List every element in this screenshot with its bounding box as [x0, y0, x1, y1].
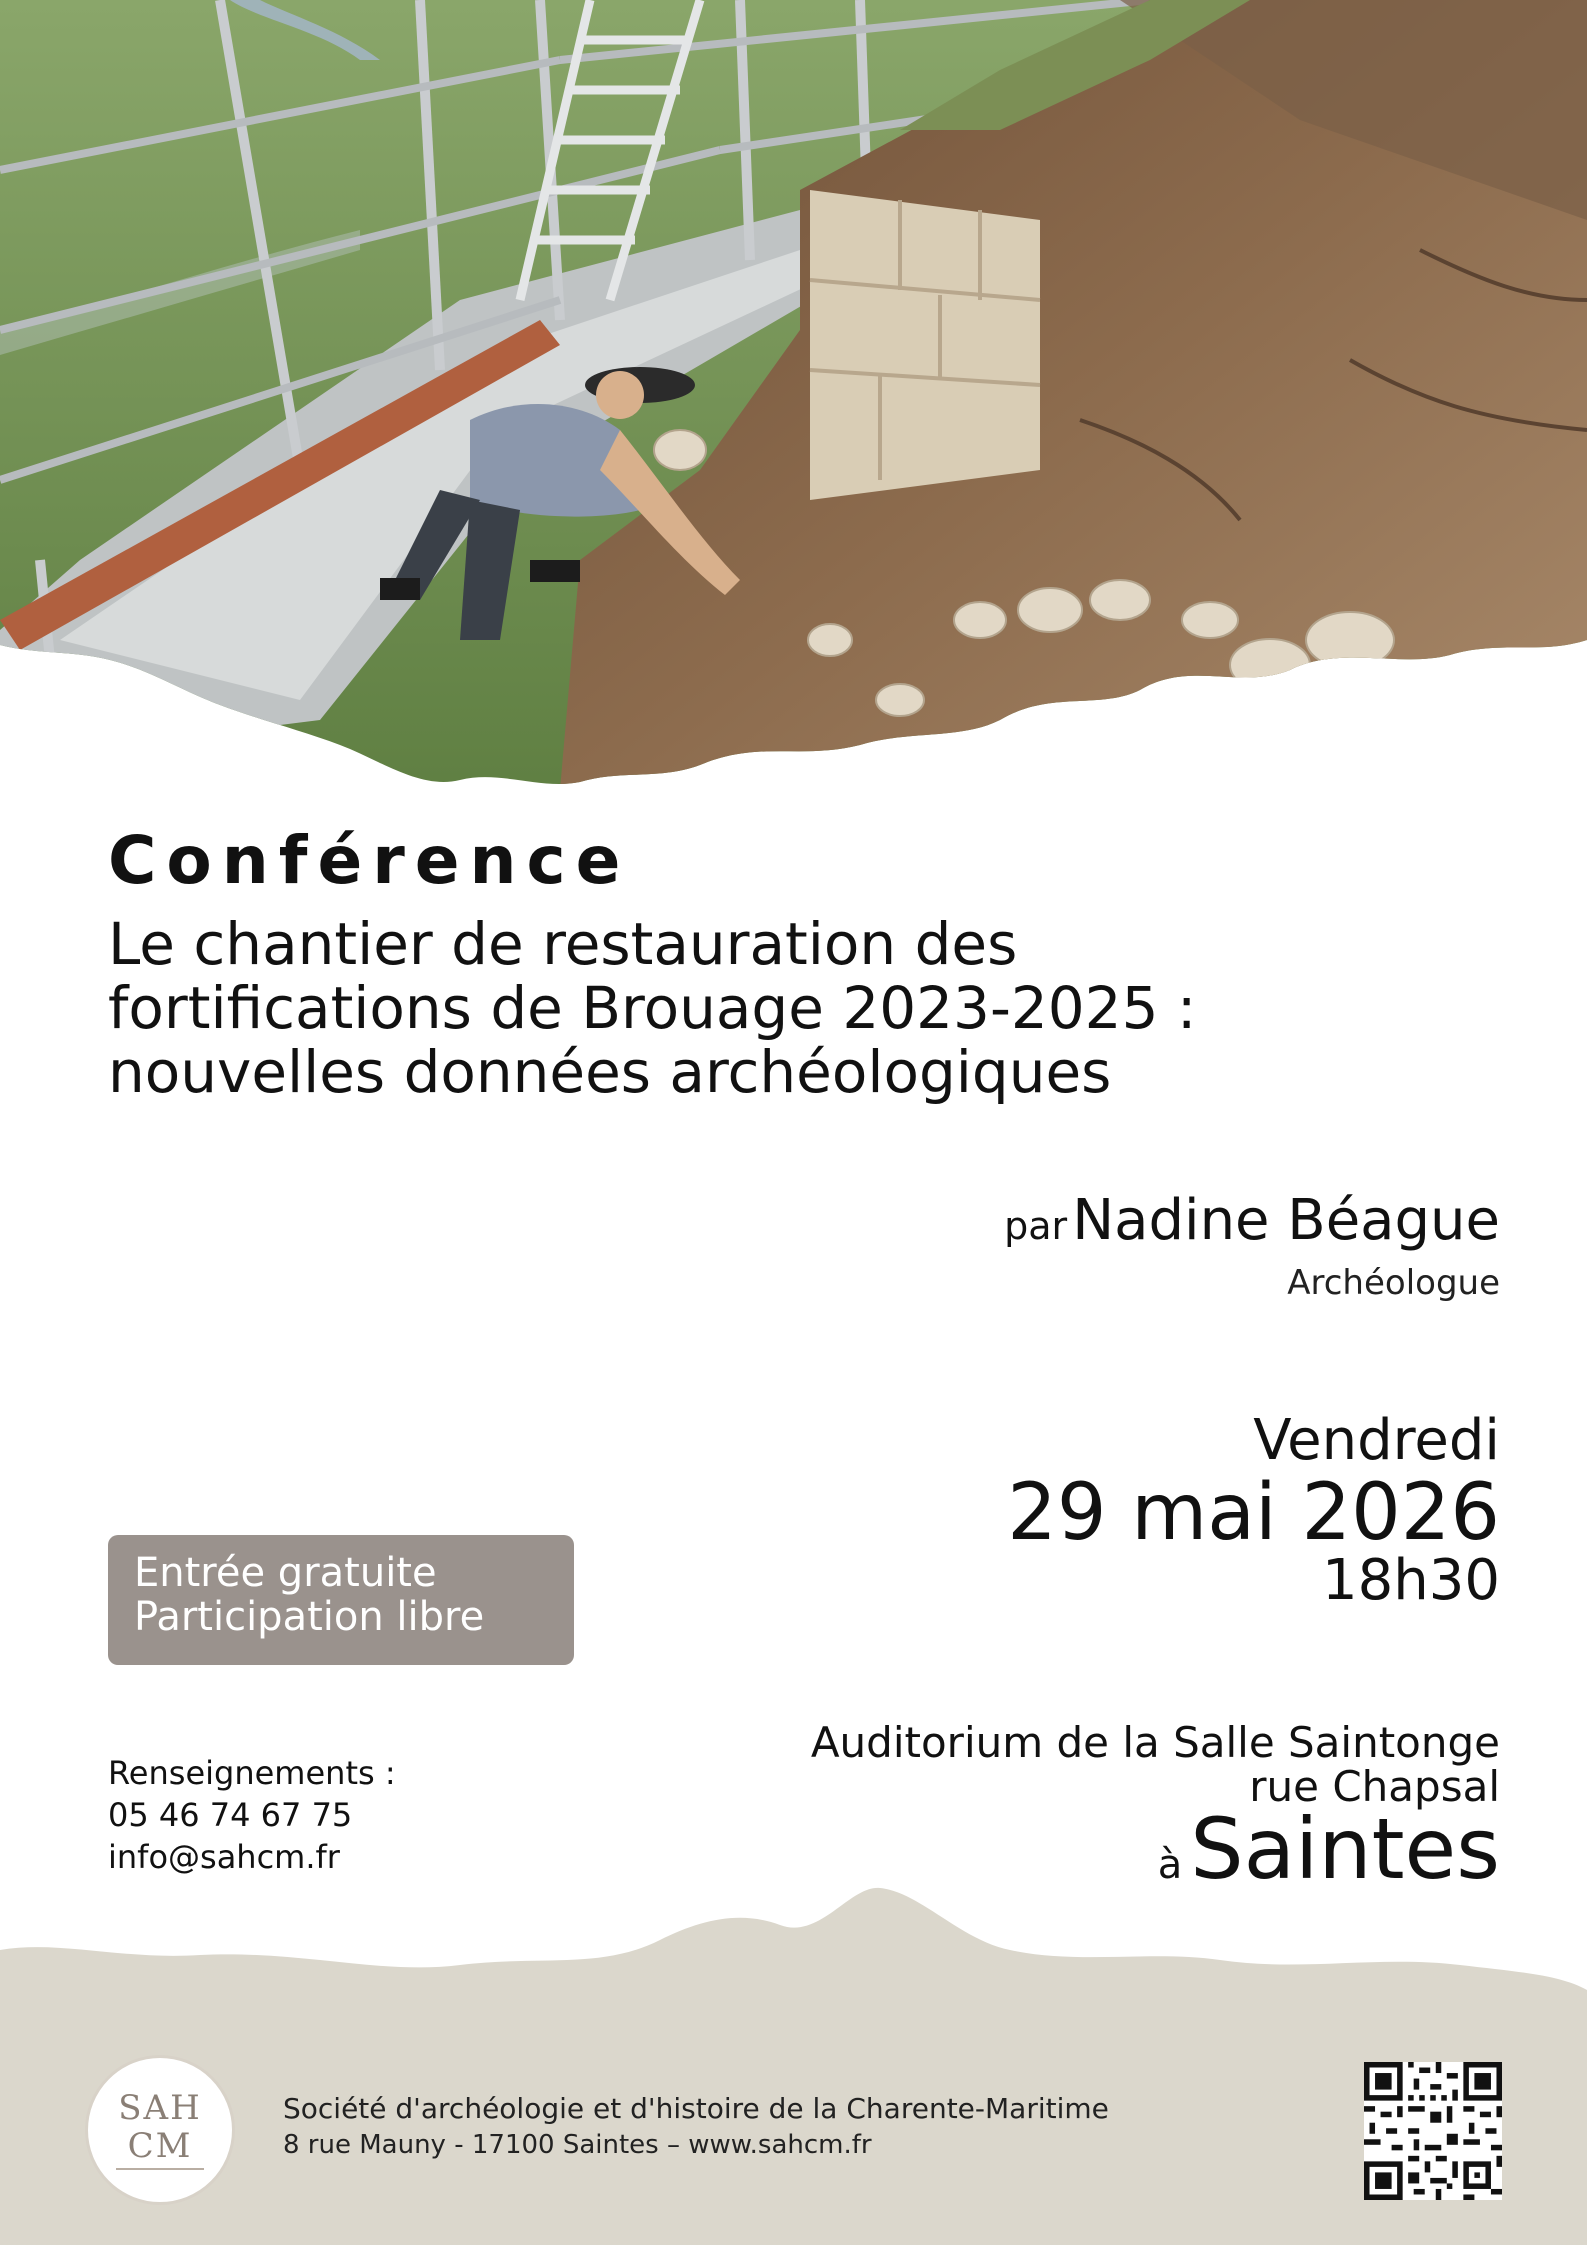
- logo-text-bottom: CM: [127, 2126, 193, 2166]
- speaker-line: [1004, 1188, 1500, 1253]
- admission-line: Participation libre: [134, 1594, 485, 1640]
- event-date: 29 mai 2026: [1007, 1468, 1500, 1558]
- contact-phone: 05 46 74 67 75: [108, 1796, 353, 1834]
- venue-preposition: à: [1157, 1842, 1183, 1888]
- venue-street: rue Chapsal: [1249, 1762, 1500, 1811]
- footer-band: [0, 1880, 1587, 2245]
- qr-code: [1364, 2062, 1502, 2200]
- speaker-name: Nadine Béague: [1072, 1188, 1500, 1253]
- speaker-prefix: par: [1004, 1204, 1068, 1248]
- society-logo: [85, 2055, 235, 2205]
- admission-line: Entrée gratuite: [134, 1550, 437, 1596]
- conference-title-line: Le chantier de restauration des: [108, 910, 1018, 978]
- conference-title-line: fortifications de Brouage 2023-2025 :: [108, 974, 1197, 1042]
- event-type-label: Conférence: [108, 822, 631, 899]
- venue-city: Saintes: [1190, 1800, 1500, 1898]
- logo-text-top: SAH: [118, 2088, 202, 2128]
- venue-name: Auditorium de la Salle Saintonge: [810, 1718, 1500, 1767]
- contact-label: Renseignements :: [108, 1754, 396, 1792]
- society-name: Société d'archéologie et d'histoire de la Charente-Maritime: [283, 2092, 1109, 2125]
- event-weekday: Vendredi: [1253, 1408, 1500, 1473]
- admission-badge: [108, 1535, 574, 1665]
- conference-title-line: nouvelles données archéologiques: [108, 1038, 1112, 1106]
- excavation-photo: [0, 0, 1587, 800]
- society-address: 8 rue Mauny - 17100 Saintes – www.sahcm.fr: [283, 2130, 872, 2160]
- contact-info: [108, 1752, 396, 1878]
- logo-rule: [116, 2168, 204, 2170]
- speaker-role: Archéologue: [1287, 1263, 1500, 1303]
- event-time: 18h30: [1321, 1548, 1500, 1613]
- contact-email: info@sahcm.fr: [108, 1838, 340, 1876]
- conference-title: [108, 912, 1196, 1104]
